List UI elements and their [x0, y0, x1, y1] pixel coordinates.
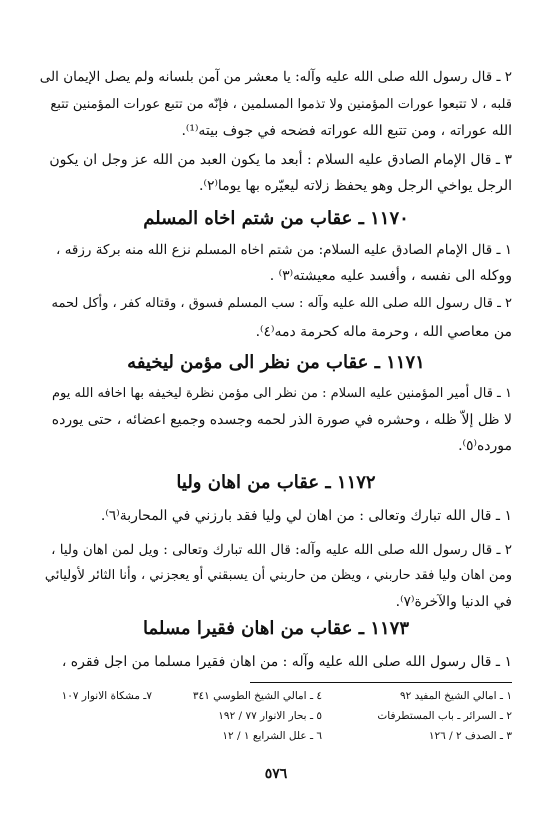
footnote-2: ٢ ـ السرائر ـ باب المستطرفات [377, 710, 512, 722]
section-heading-1172: ١١٧٢ ـ عقاب من اهان وليا [176, 472, 376, 493]
footnote-4: ٤ ـ امالي الشيخ الطوسي ٣٤١ [192, 690, 322, 702]
text-line: ١ ـ قال رسول الله صلى الله عليه وآله : من اهان فقيرا مسلما من اجل فقره ، [61, 654, 512, 670]
text-line: الرجل يواخي الرجل وهو يحفظ زلاته ليعيّره بها يوما⁽٢⁾. [199, 178, 512, 194]
text-line: ووكله الى نفسه ، وأفسد عليه معيشته⁽٣⁾ . [269, 268, 512, 284]
text-line: في الدنيا والآخرة⁽٧⁾. [395, 594, 512, 610]
page-number: ٥٧٦ [264, 766, 288, 782]
text-line: مورده⁽٥⁾. [458, 438, 512, 454]
section-heading-1170: ١١٧٠ ـ عقاب من شتم اخاه المسلم [143, 208, 409, 229]
text-line: لا ظل إلاّ ظله ، وحشره في صورة الذر لحمه وجسده وجميع اعضائه ، حتى يورده [51, 412, 512, 428]
footnote-6: ٦ ـ علل الشرايع ١ / ١٢ [222, 730, 322, 742]
text-line: من معاصي الله ، وحرمة ماله كحرمة دمه⁽٤⁾. [255, 324, 512, 340]
text-line: الله عوراته ، ومن تتبع الله عوراته فضحه في جوف بيته⁽¹⁾. [181, 123, 512, 139]
footnote-3: ٣ ـ الصدف ٢ / ١٢٦ [428, 730, 512, 742]
text-line: ٣ ـ قال الإمام الصادق عليه السلام : أبعد ما يكون العبد من الله عز وجل ان يكون [49, 152, 512, 168]
text-line: ومن اهان وليا فقد حاربني ، ويظن من حاربني أن يسبقني أو يعجزني ، وأنا الثائر لأوليائي [44, 568, 512, 583]
text-line: ١ ـ قال الإمام الصادق عليه السلام: من شتم اخاه المسلم نزع الله منه بركة رزقه ، [56, 242, 512, 258]
footnote-1: ١ ـ امالي الشيخ المفيد ٩٢ [400, 690, 512, 702]
text-line: قلبه ، لا تتبعوا عورات المؤمنين ولا تذموا المسلمين ، فإنّه من تتبع عورات المؤمنين تتبع [50, 97, 512, 112]
text-line: ٢ ـ قال رسول الله صلى الله عليه وآله: يا معشر من آمن بلسانه ولم يصل الإيمان الى [39, 69, 512, 85]
section-heading-1173: ١١٧٣ ـ عقاب من اهان فقيرا مسلما [143, 618, 409, 639]
footnote-7: ٧ـ مشكاة الانوار ١٠٧ [61, 690, 152, 702]
footnote-5: ٥ ـ بحار الانوار ٧٧ / ١٩٢ [218, 710, 322, 722]
section-heading-1171: ١١٧١ ـ عقاب من نظر الى مؤمن ليخيفه [127, 352, 425, 373]
footnote-divider [250, 682, 512, 683]
text-line: ١ ـ قال أمير المؤمنين عليه السلام : من نظر الى مؤمن نظرة ليخيفه بها اخافه الله يوم [51, 386, 512, 401]
text-line: ١ ـ قال الله تبارك وتعالى : من اهان لي وليا فقد بارزني في المحاربة⁽٦⁾. [100, 508, 512, 524]
text-line: ٢ ـ قال رسول الله صلى الله عليه وآله: قال الله تبارك وتعالى : ويل لمن اهان وليا ، [51, 542, 512, 558]
text-line: ٢ ـ قال رسول الله صلى الله عليه وآله : سب المسلم فسوق ، وقتاله كفر ، وأكل لحمه [51, 296, 512, 311]
